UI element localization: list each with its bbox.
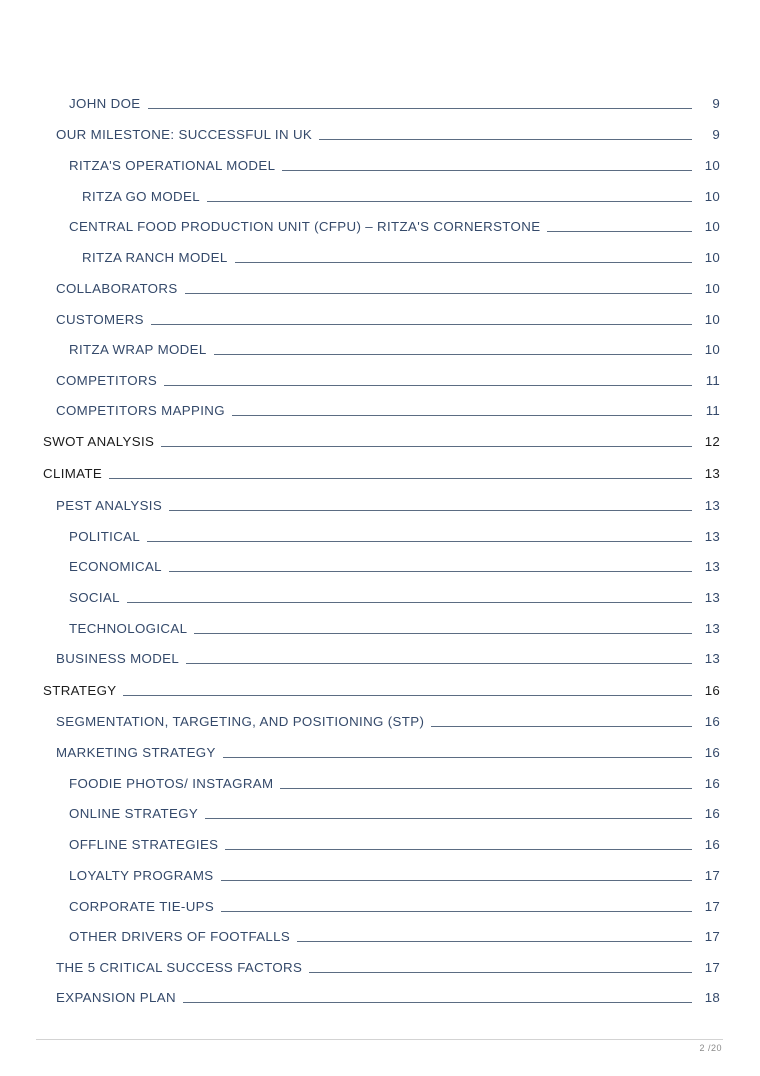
toc-entry-label: COMPETITORS: [56, 373, 158, 388]
toc-entry-page: 17: [704, 899, 720, 914]
toc-entry[interactable]: [43, 464, 720, 482]
toc-entry-label: RITZA WRAP MODEL: [69, 342, 207, 357]
toc-leader-line: [223, 757, 692, 758]
toc-entry[interactable]: [69, 527, 720, 545]
toc-entry-page: 17: [704, 929, 720, 944]
toc-entry[interactable]: [43, 681, 720, 699]
toc-entry-label: EXPANSION PLAN: [56, 990, 176, 1005]
toc-entry[interactable]: [69, 619, 720, 637]
toc-leader-line: [207, 201, 692, 202]
toc-leader-line: [431, 726, 692, 727]
toc-leader-line: [123, 695, 692, 696]
toc-leader-line: [169, 510, 692, 511]
toc-entry-page: 10: [704, 250, 720, 265]
toc-entry-page: 13: [704, 529, 720, 544]
toc-entry[interactable]: [43, 432, 720, 450]
toc-entry[interactable]: [56, 988, 720, 1006]
toc-entry-page: 12: [704, 434, 720, 449]
toc-entry-label: CUSTOMERS: [56, 312, 144, 327]
toc-entry-label: SWOT ANALYSIS: [43, 434, 155, 449]
toc-entry[interactable]: [56, 125, 720, 143]
toc-entry-page: 17: [704, 960, 720, 975]
toc-entry-label: OFFLINE STRATEGIES: [69, 837, 219, 852]
toc-leader-line: [235, 262, 692, 263]
toc-entry[interactable]: [69, 897, 720, 915]
toc-entry-label: SEGMENTATION, TARGETING, AND POSITIONING (STP): [56, 714, 425, 729]
toc-entry[interactable]: [56, 401, 720, 419]
toc-entry-page: 13: [704, 590, 720, 605]
toc-entry-label: CORPORATE TIE-UPS: [69, 899, 215, 914]
toc-leader-line: [232, 415, 692, 416]
toc-entry-page: 13: [704, 466, 720, 481]
toc-entry[interactable]: [69, 588, 720, 606]
toc-entry-label: JOHN DOE: [69, 96, 141, 111]
toc-leader-line: [297, 941, 692, 942]
toc-entry[interactable]: [69, 804, 720, 822]
toc-entry-label: PEST ANALYSIS: [56, 498, 163, 513]
toc-entry-page: 16: [704, 683, 720, 698]
toc-entry[interactable]: [56, 712, 720, 730]
toc-entry-label: ONLINE STRATEGY: [69, 806, 199, 821]
toc-entry[interactable]: [69, 927, 720, 945]
toc-entry-label: SOCIAL: [69, 590, 120, 605]
toc-entry-page: 17: [704, 868, 720, 883]
toc-leader-line: [280, 788, 692, 789]
toc-entry-label: FOODIE PHOTOS/ INSTAGRAM: [69, 776, 274, 791]
toc-leader-line: [186, 663, 692, 664]
toc-entry[interactable]: [56, 279, 720, 297]
toc-entry-label: OUR MILESTONE: SUCCESSFUL IN UK: [56, 127, 313, 142]
toc-entry-label: RITZA GO MODEL: [82, 189, 200, 204]
toc-entry-page: 13: [704, 559, 720, 574]
toc-leader-line: [161, 446, 692, 447]
toc-entry-page: 11: [705, 373, 720, 388]
toc-entry[interactable]: [82, 248, 720, 266]
toc-leader-line: [205, 818, 692, 819]
toc-entry-page: 13: [704, 498, 720, 513]
toc-entry-page: 10: [704, 219, 720, 234]
toc-leader-line: [225, 849, 692, 850]
toc-leader-line: [109, 478, 692, 479]
toc-leader-line: [221, 911, 692, 912]
toc-leader-line: [164, 385, 692, 386]
toc-entry-page: 10: [704, 158, 720, 173]
toc-entry-label: THE 5 CRITICAL SUCCESS FACTORS: [56, 960, 303, 975]
toc-entry[interactable]: [82, 187, 720, 205]
toc-entry[interactable]: [56, 958, 720, 976]
footer-divider: [36, 1039, 723, 1040]
toc-entry[interactable]: [56, 371, 720, 389]
toc-leader-line: [282, 170, 692, 171]
toc-entry[interactable]: [69, 217, 720, 235]
toc-entry-label: POLITICAL: [69, 529, 141, 544]
toc-entry[interactable]: [69, 774, 720, 792]
toc-entry-page: 9: [712, 127, 720, 142]
toc-entry[interactable]: [69, 156, 720, 174]
toc-entry-label: TECHNOLOGICAL: [69, 621, 188, 636]
toc-leader-line: [547, 231, 692, 232]
toc-entry[interactable]: [56, 743, 720, 761]
toc-entry-label: COLLABORATORS: [56, 281, 178, 296]
toc-entry-page: 16: [704, 745, 720, 760]
toc-entry-label: OTHER DRIVERS OF FOOTFALLS: [69, 929, 291, 944]
toc-entry[interactable]: [69, 557, 720, 575]
toc-entry-page: 10: [704, 189, 720, 204]
toc-entry[interactable]: [69, 835, 720, 853]
toc-entry-label: ECONOMICAL: [69, 559, 162, 574]
toc-entry-page: 18: [704, 990, 720, 1005]
toc-leader-line: [185, 293, 692, 294]
toc-entry-label: RITZA'S OPERATIONAL MODEL: [69, 158, 276, 173]
toc-entry[interactable]: [56, 496, 720, 514]
toc-leader-line: [183, 1002, 692, 1003]
toc-entry-page: 9: [712, 96, 720, 111]
toc-entry-label: CLIMATE: [43, 466, 103, 481]
toc-entry-page: 16: [704, 776, 720, 791]
toc-entry-page: 11: [705, 403, 720, 418]
toc-leader-line: [151, 324, 692, 325]
toc-entry-page: 10: [704, 342, 720, 357]
toc-entry-page: 16: [704, 714, 720, 729]
toc-leader-line: [221, 880, 692, 881]
toc-entry-page: 13: [704, 621, 720, 636]
toc-entry-page: 16: [704, 837, 720, 852]
toc-entry-page: 13: [704, 651, 720, 666]
toc-leader-line: [147, 541, 692, 542]
toc-leader-line: [319, 139, 692, 140]
toc-leader-line: [214, 354, 692, 355]
toc-entry[interactable]: [69, 866, 720, 884]
toc-entry[interactable]: [69, 94, 720, 112]
toc-entry-page: 16: [704, 806, 720, 821]
toc-entry-label: COMPETITORS MAPPING: [56, 403, 225, 418]
toc-entry[interactable]: [56, 310, 720, 328]
toc-entry-label: MARKETING STRATEGY: [56, 745, 216, 760]
toc-entry-page: 10: [704, 312, 720, 327]
toc-entry[interactable]: [69, 340, 720, 358]
toc-entry-label: CENTRAL FOOD PRODUCTION UNIT (CFPU) – RITZA'S CORNERSTONE: [69, 219, 541, 234]
toc-entry[interactable]: [56, 649, 720, 667]
toc-leader-line: [194, 633, 692, 634]
toc-leader-line: [148, 108, 692, 109]
toc-leader-line: [309, 972, 692, 973]
page-number: 2 /20: [699, 1043, 722, 1053]
toc-leader-line: [169, 571, 692, 572]
toc-entry-label: LOYALTY PROGRAMS: [69, 868, 214, 883]
toc-entry-page: 10: [704, 281, 720, 296]
toc-entry-label: STRATEGY: [43, 683, 117, 698]
toc-entry-label: BUSINESS MODEL: [56, 651, 180, 666]
toc-leader-line: [127, 602, 692, 603]
toc-entry-label: RITZA RANCH MODEL: [82, 250, 228, 265]
